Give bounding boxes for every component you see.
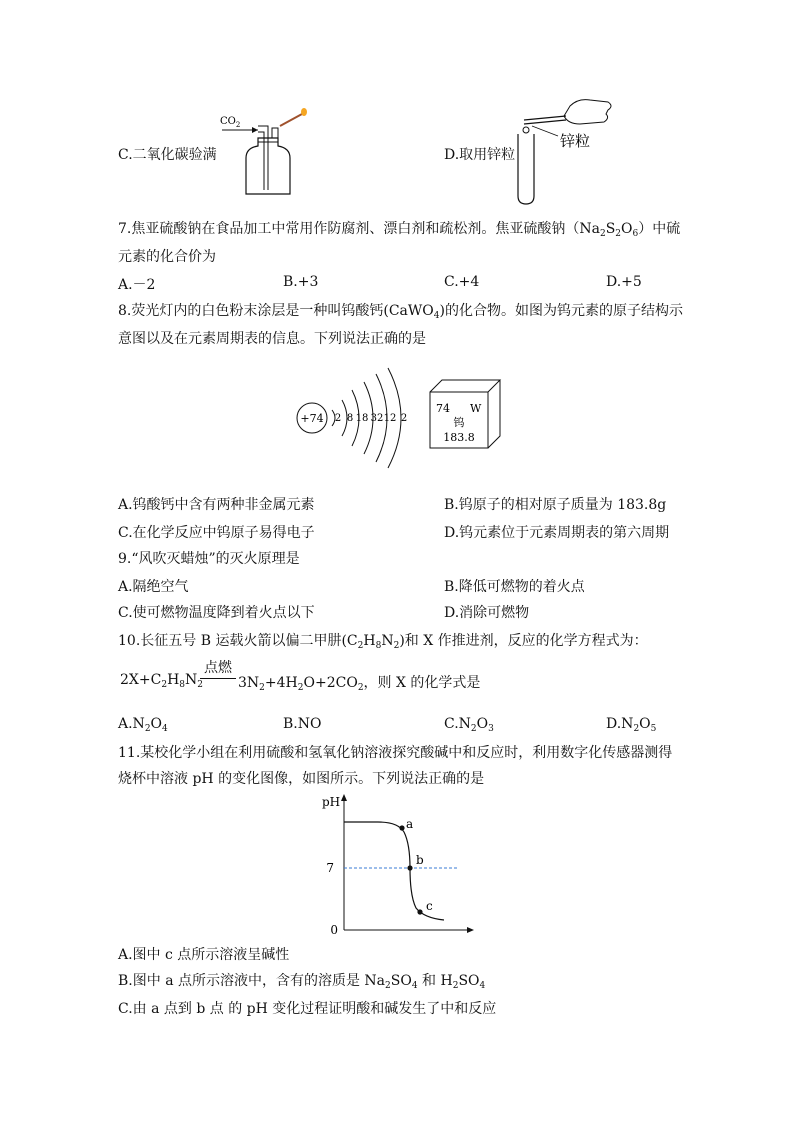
zinc-tweezers-apparatus — [510, 96, 620, 206]
atomic-number: 74 — [436, 402, 450, 415]
q8-stem-line1: 8.荧光灯内的白色粉末涂层是一种叫钨酸钙(CaWO$_4$)的化合物。如图为钨元素的原子结构示 — [118, 303, 683, 321]
q7-option-b: B.+3 — [283, 274, 319, 290]
shell-6: 2 — [400, 413, 408, 424]
q8-option-a: A.钨酸钙中含有两种非金属元素 — [118, 497, 315, 513]
q11-option-a: A.图中 c 点所示溶液呈碱性 — [118, 947, 290, 963]
zinc-label: 锌粒 — [560, 132, 591, 150]
q10-option-a: $A.N_2O_4$ — [118, 716, 168, 734]
shell-1: 2 — [334, 413, 342, 424]
q10-option-b: B.NO — [283, 716, 322, 732]
co2-bottle-apparatus — [218, 108, 314, 200]
q8-option-d: D.钨元素位于元素周期表的第六周期 — [444, 525, 670, 541]
atomic-mass: 183.8 — [443, 431, 475, 444]
q11-option-c: C.由 a 点到 b 点 的 pH 变化过程证明酸和碱发生了中和反应 — [118, 1001, 497, 1017]
q9-option-a: A.隔绝空气 — [118, 579, 189, 595]
ph-chart — [318, 792, 478, 940]
element-name: 钨 — [453, 416, 465, 429]
q11-option-b: B.图中 a 点所示溶液中，含有的溶质是 $Na_2SO_4$ 和 $H_2SO_4$ — [118, 973, 486, 991]
q10-equation-left: $2X+C_2H_8N_2$ — [120, 672, 203, 690]
q11-stem-line1: 11.某校化学小组在利用硫酸和氢氧化钠溶液探究酸碱中和反应时，利用数字化传感器测得 — [118, 745, 673, 761]
nucleus-charge: +74 — [300, 412, 324, 425]
point-a-label: a — [406, 817, 414, 831]
zinc-granule — [523, 127, 529, 133]
flame-icon — [301, 108, 307, 116]
shell-2: 8 — [346, 413, 354, 424]
co2-label: $CO_2$ — [220, 116, 241, 129]
q11-stem-line2: 烧杯中溶液 pH 的变化图像，如图所示。下列说法正确的是 — [118, 771, 485, 787]
point-c — [417, 909, 422, 914]
q8-option-b: B.钨原子的相对原子质量为 183.8g — [444, 497, 667, 513]
tungsten-atom-structure — [294, 366, 424, 470]
point-b-label: b — [416, 853, 424, 867]
q10-reaction-arrow — [200, 678, 236, 679]
shell-3: 18 — [355, 413, 369, 424]
q9-option-d: D.消除可燃物 — [444, 605, 530, 621]
q10-stem: 10.长征五号 B 运载火箭以偏二甲肼$(C_2H_8N_2)$和 X 作推进剂，反应的化学方程式为： — [118, 633, 648, 651]
q10-equation-right: $3N_2+4H_2O+2CO_2$，则 X 的化学式是 — [238, 675, 481, 693]
y-tick-0: 0 — [330, 923, 338, 937]
element-symbol: W — [470, 402, 482, 415]
hand-icon — [564, 100, 611, 124]
periodic-table-tile — [426, 378, 502, 450]
shell-4: 32 — [370, 413, 384, 424]
q9-option-b: B.降低可燃物的着火点 — [444, 579, 585, 595]
q7-option-d: D.+5 — [606, 274, 642, 290]
q8-option-c: C.在化学反应中钨原子易得电子 — [118, 525, 315, 541]
q6-option-c: C.二氧化碳验满 — [118, 147, 217, 163]
q10-option-d: $D.N_2O_5$ — [606, 716, 657, 734]
point-b — [407, 865, 412, 870]
point-c-label: c — [426, 899, 433, 913]
y-axis-label: pH — [322, 795, 341, 809]
y-tick-7: 7 — [326, 861, 334, 875]
q9-stem: 9.“风吹灭蜡烛”的灭火原理是 — [118, 551, 300, 567]
q9-option-c: C.使可燃物温度降到着火点以下 — [118, 605, 315, 621]
q7-stem-line1: 7.焦亚硫酸钠在食品加工中常用作防腐剂、漂白剂和疏松剂。焦亚硫酸钠$(Na_2S_2O_6)$中硫 — [118, 221, 681, 239]
q10-reaction-condition: 点燃 — [204, 660, 232, 676]
q6-option-d: D.取用锌粒 — [444, 147, 516, 163]
point-a — [399, 825, 404, 830]
q7-option-a: A.－2 — [118, 277, 156, 293]
q7-option-c: C.+4 — [444, 274, 480, 290]
q7-stem-line2: 元素的化合价为 — [118, 249, 216, 265]
q10-option-c: $C.N_2O_3$ — [444, 716, 494, 734]
shell-5: 12 — [383, 413, 397, 424]
burning-splint — [280, 114, 302, 126]
q8-stem-line2: 意图以及在元素周期表的信息。下列说法正确的是 — [118, 331, 426, 347]
